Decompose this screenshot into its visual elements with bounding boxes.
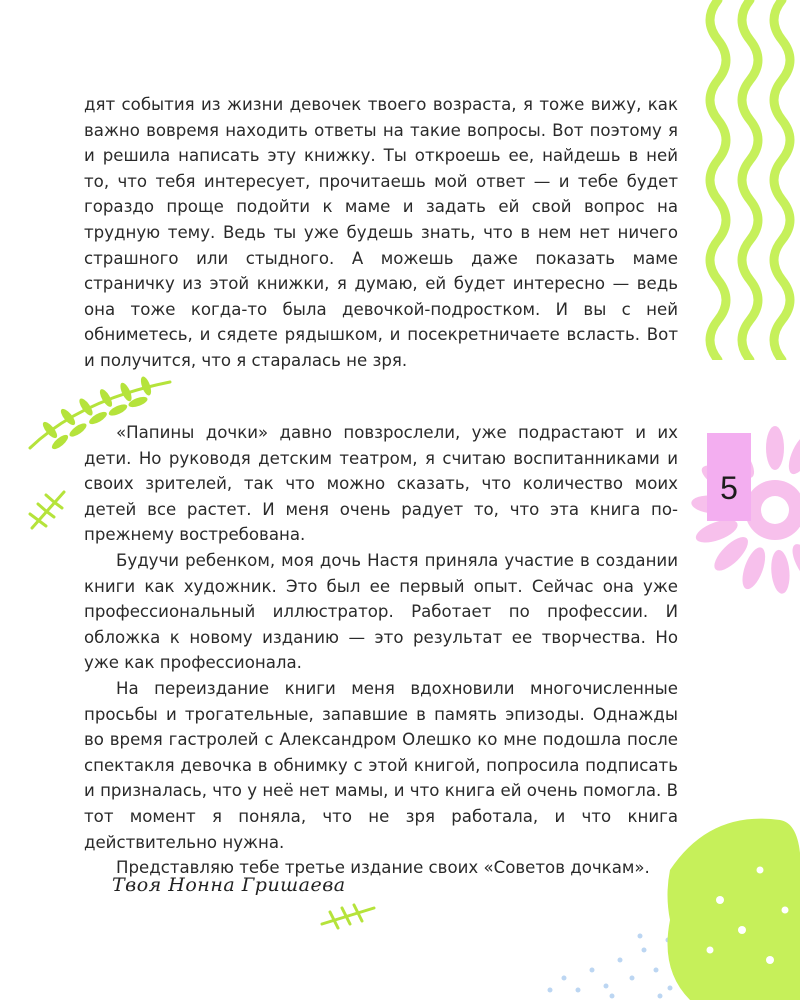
paragraph-1: «Папины дочки» давно повзрослели, уже подрастают и их дети. Но руководя детским театром, я считаю воспитанниками и своих зрителей, так что можно сказать, что количество моих детей все растет. И меня очень радует то, что эта книга по-прежнему востребована.	[84, 423, 678, 545]
page-number: 5	[720, 470, 738, 506]
paragraph-2: Будучи ребенком, моя дочь Настя приняла участие в создании книги как художник. Это был ее первый опыт. Сейчас она уже профессиональный иллюстратор. Работает по профессии. И обложка к новому изданию — это результат ее творчества. Но уже как профессионала.	[84, 550, 678, 673]
wavy-stripes-decoration	[700, 0, 800, 360]
paragraph-3: На переиздание книги меня вдохновили многочисленные просьбы и трогательные, запавшие в память эпизоды. Однажды во время гастролей с Александром Олешко ко мне подошла после спектакля девочка в обнимку с этой книгой, попросила подписать и призналась, что у неё нет мамы, и что книга ей очень помогла. В тот момент я поняла, что не зря работала, и что книга действительно нужна.	[84, 678, 678, 852]
intro-paragraph: дят события из жизни девочек твоего возраста, я тоже вижу, как важно вовремя находить ответы на такие вопросы. Вот поэтому я и решила написать эту книжку. Ты откроешь ее, найдешь в ней то, что тебя интересует, прочитаешь мой ответ — и тебе будет гораздо проще подойти к маме и задать ей свой вопрос на трудную тему. Ведь ты уже будешь знать, что в нем нет ничего страшного или стыдного. А можешь даже показать маме страничку из этой книжки, я думаю, ей будет интересно — ведь она тоже когда-то была девочкой-подростком. И вы с ней обниметесь, и сядете рядышком, и посекретничаете всласть. Вот и получится, что я старалась не зря.	[84, 95, 678, 370]
signature-sprig-icon	[318, 898, 378, 938]
leaf-sprig-icon	[24, 484, 74, 534]
author-signature: Твоя Нонна Гришаева	[112, 874, 346, 896]
intro-paragraph-block	[84, 92, 678, 374]
paragraph-4: Представляю тебе третье издание своих «Советов дочкам».	[116, 858, 650, 878]
main-text-block	[84, 420, 678, 881]
